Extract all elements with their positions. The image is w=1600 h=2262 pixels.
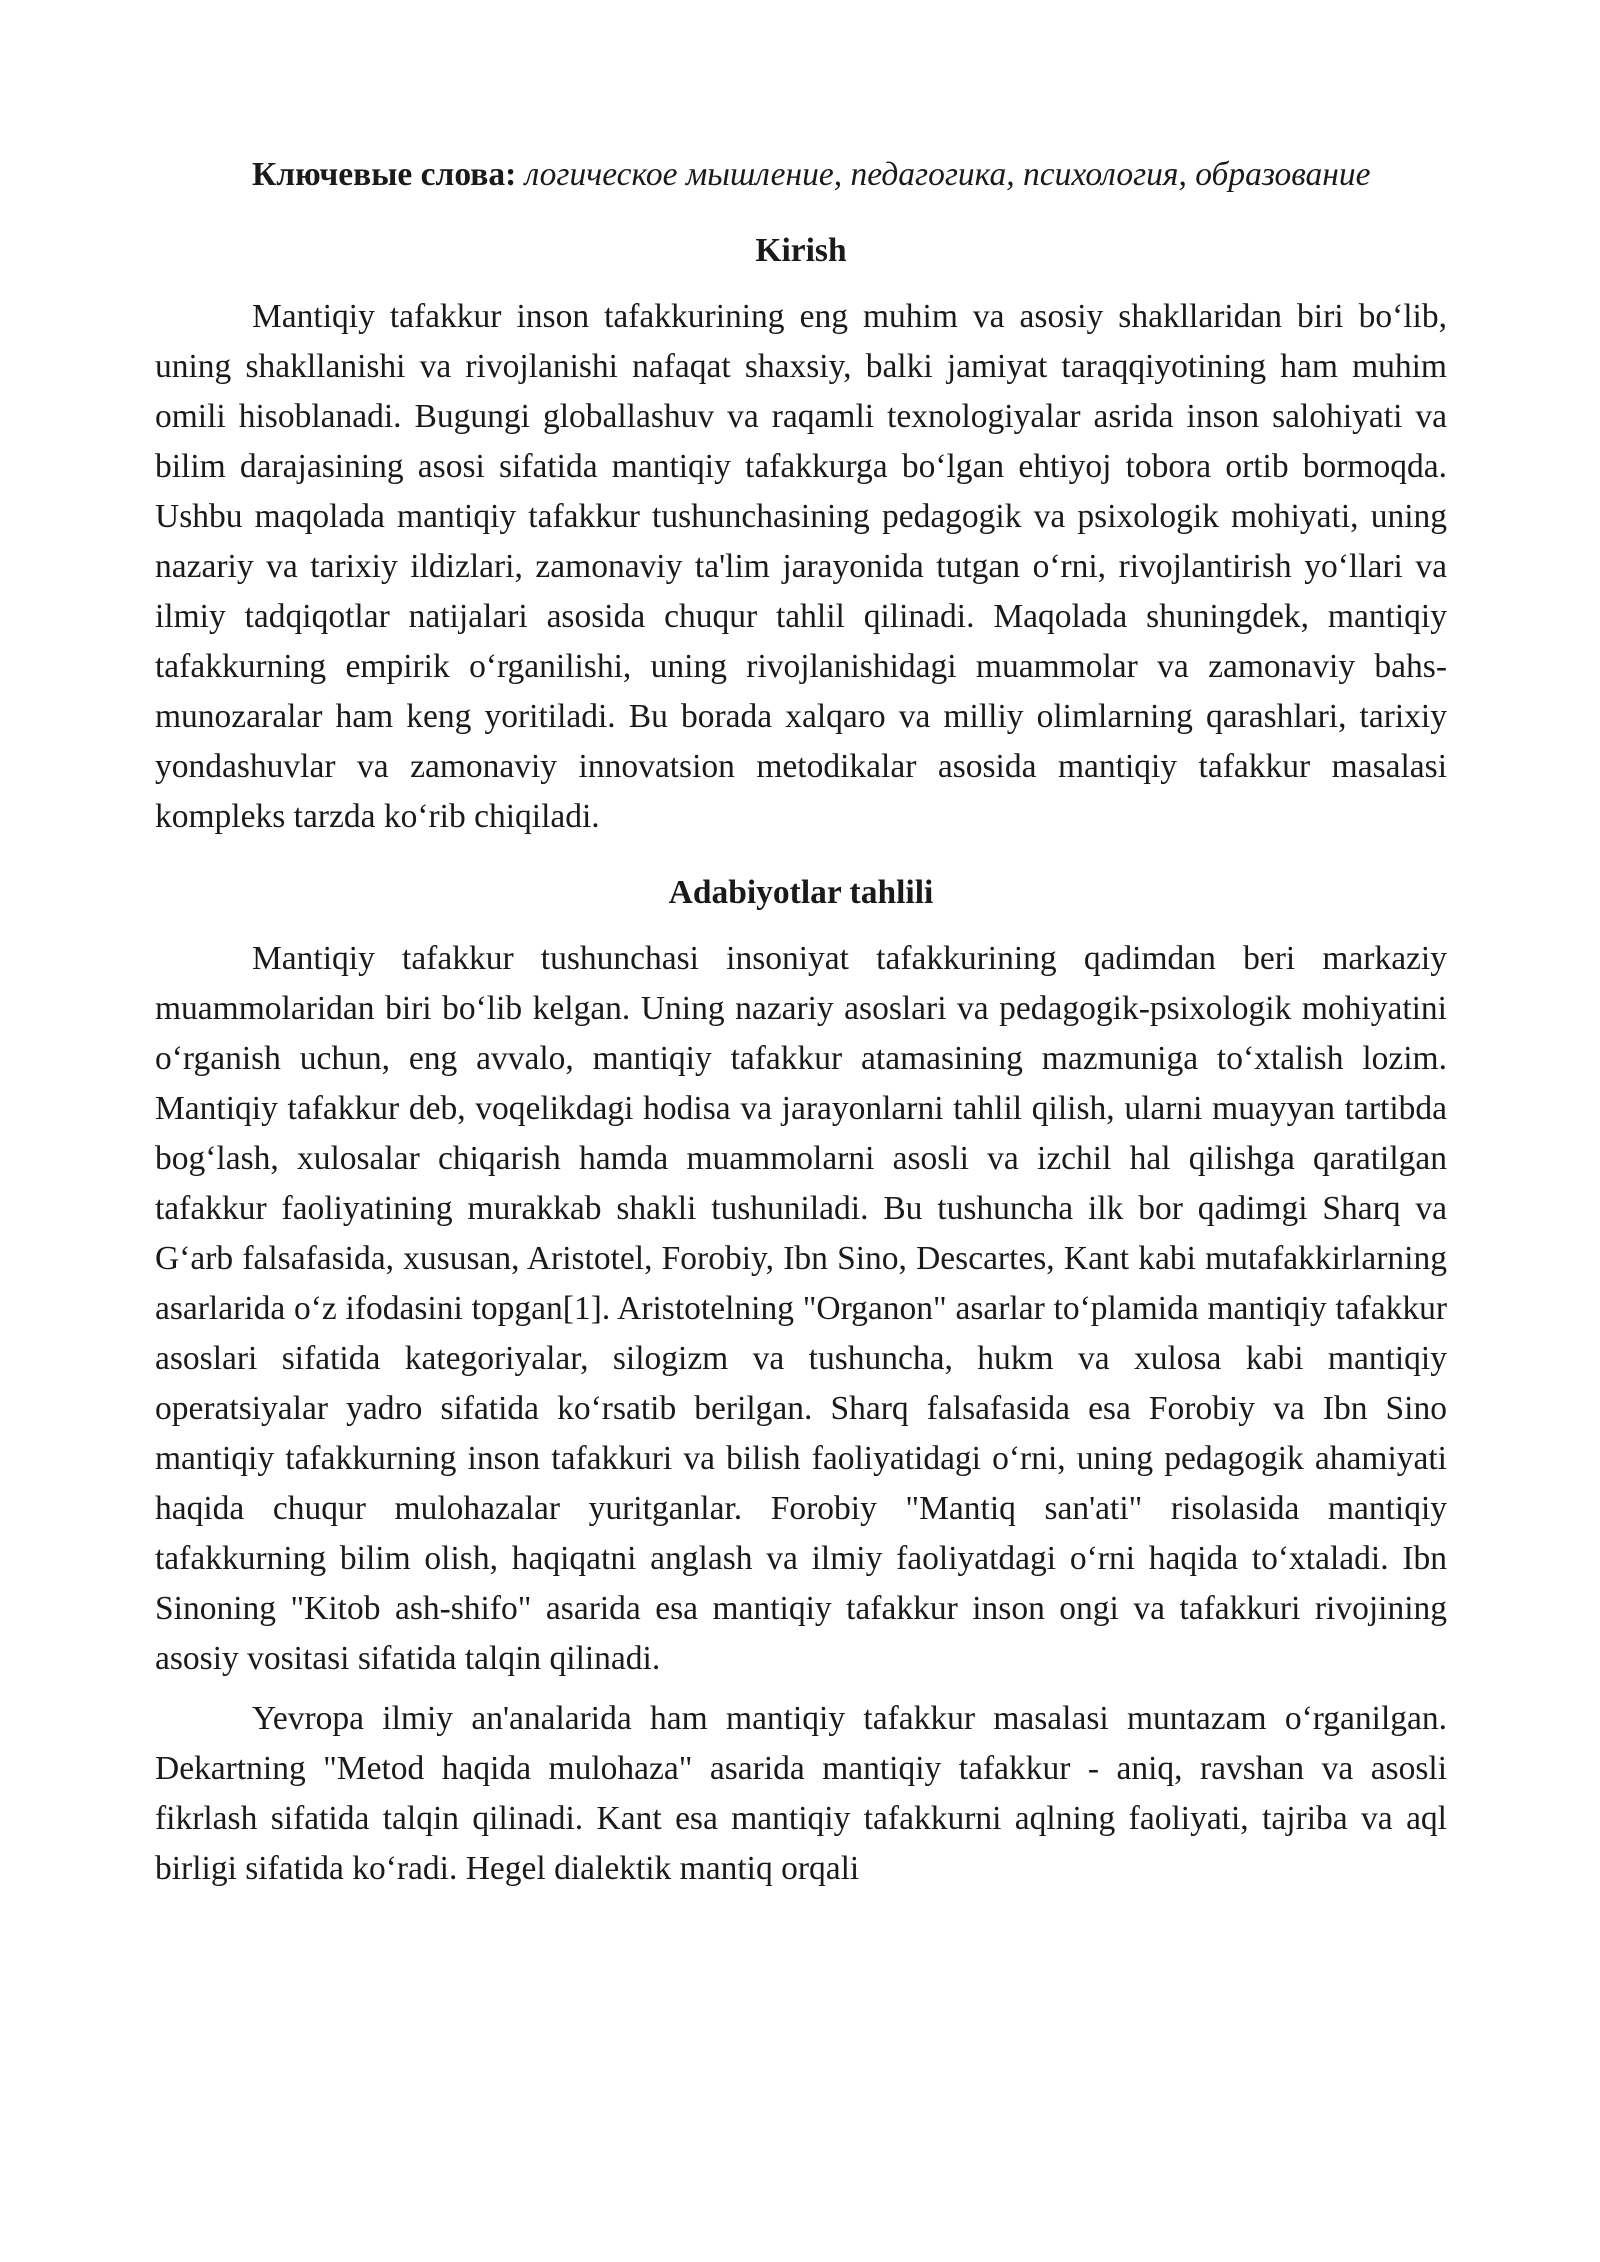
document-page	[155, 150, 1447, 1894]
section-heading-literature: Adabiyotlar tahlili	[668, 874, 934, 911]
literature-paragraph-2: Yevropa ilmiy an'analarida ham mantiqiy tafakkur masalasi muntazam o‘rganilgan. Dekartning "Metod haqida mulohaza" asarida mantiqiy tafakkur - aniq, ravshan va asosli fikrlash sifatida talqin qilinadi. Kant esa mantiqiy tafakkurni aqlning faoliyati, tajriba va aql birligi sifatida ko‘radi. Hegel dialektik mantiq orqali	[155, 1700, 1447, 1887]
keywords-text: логическое мышление, педагогика, психология, образование	[524, 156, 1371, 193]
intro-paragraph: Mantiqiy tafakkur inson tafakkurining eng muhim va asosiy shakllaridan biri bo‘lib, uning shakllanishi va rivojlanishi nafaqat shaxsiy, balki jamiyat taraqqiyotining ham muhim omili hisoblanadi. Bugungi globallashuv va raqamli texnologiyalar asrida inson salohiyati va bilim darajasining asosi sifatida mantiqiy tafakkurga bo‘lgan ehtiyoj tobora ortib bormoqda. Ushbu maqolada mantiqiy tafakkur tushunchasining pedagogik va psixologik mohiyati, uning nazariy va tarixiy ildizlari, zamonaviy ta'lim jarayonida tutgan o‘rni, rivojlantirish yo‘llari va ilmiy tadqiqotlar natijalari asosida chuqur tahlil qilinadi. Maqolada shuningdek, mantiqiy tafakkurning empirik o‘rganilishi, uning rivojlanishidagi muammolar va zamonaviy bahs-munozaralar ham keng yoritiladi. Bu borada xalqaro va milliy olimlarning qarashlari, tarixiy yondashuvlar va zamonaviy innovatsion metodikalar asosida mantiqiy tafakkur masalasi kompleks tarzda ko‘rib chiqiladi.	[155, 298, 1447, 835]
literature-paragraph-1: Mantiqiy tafakkur tushunchasi insoniyat tafakkurining qadimdan beri markaziy muammolaridan biri bo‘lib kelgan. Uning nazariy asoslari va pedagogik-psixologik mohiyatini o‘rganish uchun, eng avvalo, mantiqiy tafakkur atamasining mazmuniga to‘xtalish lozim. Mantiqiy tafakkur deb, voqelikdagi hodisa va jarayonlarni tahlil qilish, ularni muayyan tartibda bog‘lash, xulosalar chiqarish hamda muammolarni asosli va izchil hal qilishga qaratilgan tafakkur faoliyatining murakkab shakli tushuniladi. Bu tushuncha ilk bor qadimgi Sharq va G‘arb falsafasida, xususan, Aristotel, Forobiy, Ibn Sino, Descartes, Kant kabi mutafakkirlarning asarlarida o‘z ifodasini topgan[1]. Aristotelning "Organon" asarlar to‘plamida mantiqiy tafakkur asoslari sifatida kategoriyalar, silogizm va tushuncha, hukm va xulosa kabi mantiqiy operatsiyalar yadro sifatida ko‘rsatib berilgan. Sharq falsafasida esa Forobiy va Ibn Sino mantiqiy tafakkurning inson tafakkuri va bilish faoliyatidagi o‘rni, uning pedagogik ahamiyati haqida chuqur mulohazalar yuritganlar. Forobiy "Mantiq san'ati" risolasida mantiqiy tafakkurning bilim olish, haqiqatni anglash va ilmiy faoliyatdagi o‘rni haqida to‘xtaladi. Ibn Sinoning "Kitob ash-shifo" asarida esa mantiqiy tafakkur inson ongi va tafakkuri rivojining asosiy vositasi sifatida talqin qilinadi.	[155, 940, 1447, 1677]
keywords-paragraph	[155, 150, 1447, 200]
keywords-label: Ключевые слова:	[252, 156, 517, 193]
section-heading-intro: Kirish	[755, 232, 847, 269]
